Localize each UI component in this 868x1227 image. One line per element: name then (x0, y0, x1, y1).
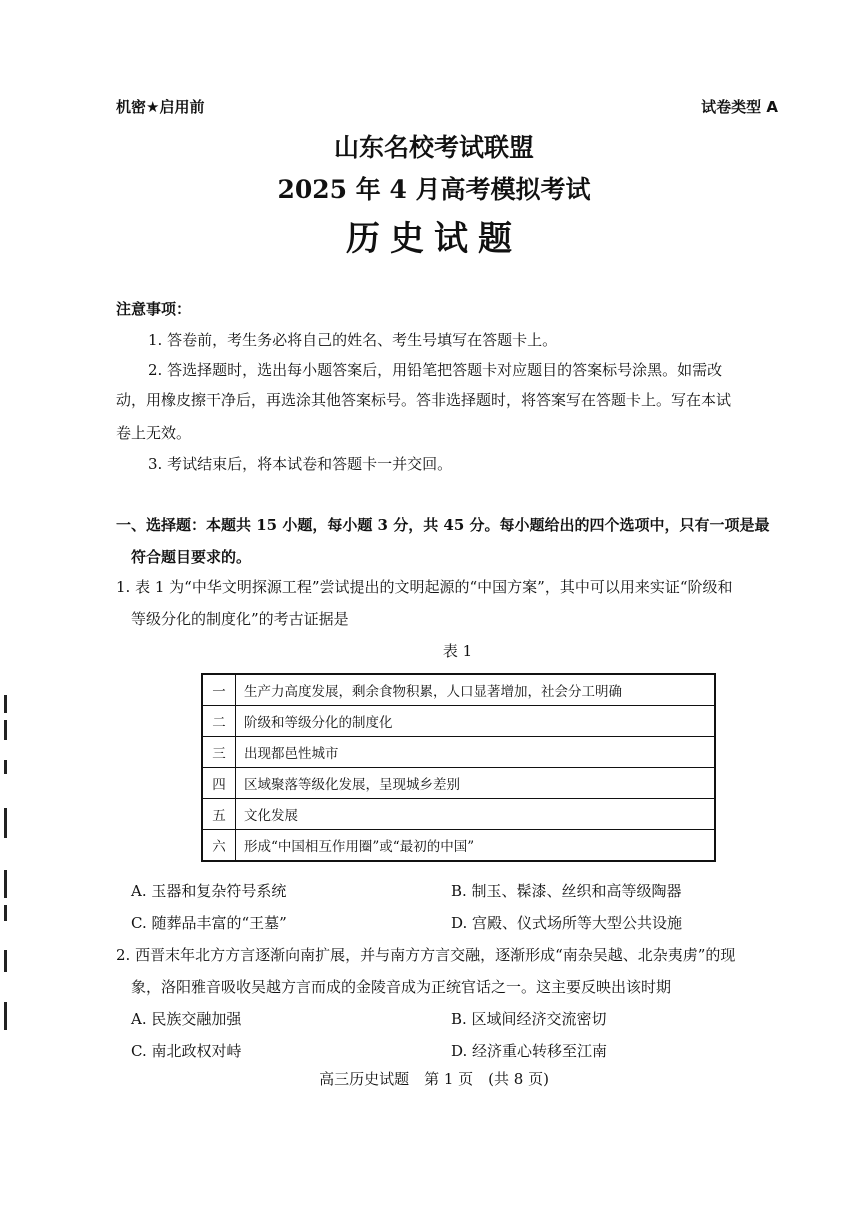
margin-mark (4, 1002, 7, 1030)
q2-option-b: B. 区域间经济交流密切 (451, 1010, 607, 1028)
table-row (202, 737, 715, 768)
margin-mark (4, 905, 7, 921)
row-number: 一 (202, 674, 236, 706)
row-text: 区域聚落等级化发展，呈现城乡差别 (236, 768, 716, 799)
margin-mark (4, 950, 7, 972)
row-number: 三 (202, 737, 236, 768)
notes-item-3: 3. 考试结束后，将本试卷和答题卡一并交回。 (148, 455, 453, 473)
row-text: 生产力高度发展，剩余食物积累，人口显著增加，社会分工明确 (236, 674, 716, 706)
q1-option-a: A. 玉器和复杂符号系统 (131, 882, 287, 900)
q1-option-c: C. 随葬品丰富的“王墓” (131, 914, 287, 932)
margin-mark (4, 760, 7, 774)
notes-item-2-cont: 动，用橡皮擦干净后，再选涂其他答案标号。答非选择题时，将答案写在答题卡上。写在本试 (116, 391, 732, 409)
table-row (202, 799, 715, 830)
q1-option-b: B. 制玉、髹漆、丝织和高等级陶器 (451, 882, 682, 900)
table-row (202, 706, 715, 737)
exam-date-title: 2025 年 4 月高考模拟考试 (277, 175, 591, 204)
exam-alliance-title: 山东名校考试联盟 (333, 133, 534, 162)
notes-heading: 注意事项： (116, 300, 192, 318)
row-text: 阶级和等级分化的制度化 (236, 706, 716, 737)
q2-stem-line1: 2. 西晋末年北方方言逐渐向南扩展，并与南方方言交融，逐渐形成“南杂吴越、北杂夷虏”的现 (116, 946, 736, 964)
section1-heading: 一、选择题：本题共 15 小题，每小题 3 分，共 45 分。每小题给出的四个选项中，只有一项是最 (116, 516, 770, 534)
paper-type-label: 试卷类型 A (701, 98, 778, 116)
section1-heading-cont: 符合题目要求的。 (131, 548, 252, 566)
row-text: 形成“中国相互作用圈”或“最初的中国” (236, 830, 716, 862)
table-1 (201, 673, 716, 862)
row-text: 文化发展 (236, 799, 716, 830)
margin-mark (4, 720, 7, 740)
margin-mark (4, 695, 7, 713)
q1-option-d: D. 宫殿、仪式场所等大型公共设施 (451, 914, 683, 932)
notes-item-1: 1. 答卷前，考生务必将自己的姓名、考生号填写在答题卡上。 (148, 331, 558, 349)
q2-option-a: A. 民族交融加强 (131, 1010, 242, 1028)
table-row (202, 768, 715, 799)
margin-mark (4, 808, 7, 838)
q2-stem-line2: 象，洛阳雅音吸收吴越方言而成的金陵音成为正统官话之一。这主要反映出该时期 (131, 978, 672, 996)
notes-item-2-end: 卷上无效。 (116, 424, 192, 442)
row-number: 四 (202, 768, 236, 799)
confidential-label: 机密★启用前 (116, 98, 205, 116)
page-footer: 高三历史试题 第 1 页 (共 8 页) (319, 1070, 549, 1088)
table-row (202, 674, 715, 706)
q2-option-d: D. 经济重心转移至江南 (451, 1042, 608, 1060)
margin-mark (4, 870, 7, 898)
row-number: 六 (202, 830, 236, 862)
notes-item-2: 2. 答选择题时，选出每小题答案后，用铅笔把答题卡对应题目的答案标号涂黑。如需改 (148, 361, 723, 379)
row-text: 出现都邑性城市 (236, 737, 716, 768)
q1-stem-line2: 等级分化的制度化”的考古证据是 (131, 610, 349, 628)
row-number: 五 (202, 799, 236, 830)
subject-title: 历史试题 (346, 219, 522, 259)
row-number: 二 (202, 706, 236, 737)
table-row (202, 830, 715, 862)
table-caption: 表 1 (442, 642, 473, 660)
q2-option-c: C. 南北政权对峙 (131, 1042, 242, 1060)
q1-stem-line1: 1. 表 1 为“中华文明探源工程”尝试提出的文明起源的“中国方案”，其中可以用来实证“阶级和 (116, 578, 733, 596)
